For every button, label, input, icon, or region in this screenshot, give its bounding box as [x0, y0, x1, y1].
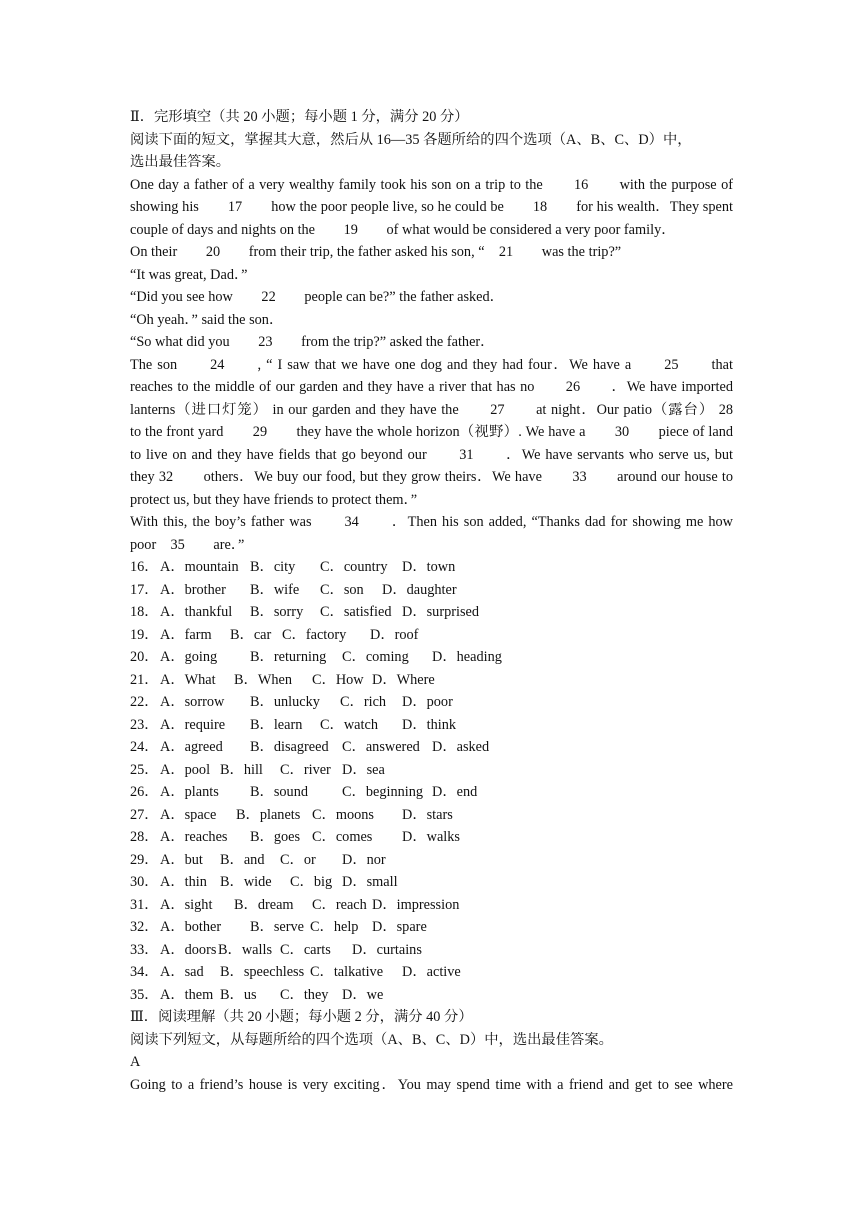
option-c: C．they: [280, 987, 329, 1003]
option-c: C．talkative: [310, 964, 384, 980]
section-2-heading: Ⅱ．完形填空（共 20 小题；每小题 1 分，满分 20 分）: [130, 109, 469, 125]
passage-label: A: [130, 1054, 141, 1070]
section-2-instruction: 阅读下面的短文，掌握其大意，然后从 16—35 各题所给的四个选项（A、B、C、D）中，: [130, 132, 692, 148]
option-c: C．rich: [340, 694, 387, 710]
question-row: [130, 601, 733, 624]
option-d: D．heading: [432, 649, 502, 665]
question-number: 32．: [130, 919, 159, 935]
option-d: D．active: [402, 964, 461, 980]
passage-line: The son 24 , “ I saw that we have one dog and they had four．We have a 25 that: [130, 357, 733, 373]
passage-line: One day a father of a very wealthy family took his son on a trip to the 16 with the purpose of: [130, 177, 733, 193]
passage-line: lanterns（进口灯笼） in our garden and they have the 27 at night．Our patio（露台） 28: [130, 402, 733, 418]
question-row: [130, 939, 733, 962]
question-row: [130, 916, 733, 939]
option-b: B．us: [220, 987, 257, 1003]
option-b: B．car: [230, 627, 272, 643]
option-c: C．satisfied: [320, 604, 392, 620]
option-c: C．carts: [280, 942, 331, 958]
question-row: [130, 871, 733, 894]
option-d: D．nor: [342, 852, 386, 868]
option-a: A．farm: [160, 627, 212, 643]
option-c: C．help: [310, 919, 359, 935]
option-d: D．think: [402, 717, 457, 733]
option-d: D．end: [432, 784, 478, 800]
option-c: C．river: [280, 762, 331, 778]
option-b: B．city: [250, 559, 296, 575]
question-number: 21．: [130, 672, 159, 688]
option-a: A．agreed: [160, 739, 223, 755]
passage-line: poor 35 are．”: [130, 537, 245, 553]
option-a: A．space: [160, 807, 217, 823]
question-row: [130, 579, 733, 602]
question-row: [130, 691, 733, 714]
option-d: D．sea: [342, 762, 385, 778]
question-number: 25．: [130, 762, 159, 778]
section-3-heading: Ⅲ．阅读理解（共 20 小题；每小题 2 分，满分 40 分）: [130, 1009, 473, 1025]
option-a: A．reaches: [160, 829, 228, 845]
option-b: B．wife: [250, 582, 300, 598]
option-d: D．surprised: [402, 604, 480, 620]
question-number: 28．: [130, 829, 159, 845]
passage-line: protect us, but they have friends to protect them．”: [130, 492, 418, 508]
option-d: D．town: [402, 559, 456, 575]
option-a: A．thin: [160, 874, 207, 890]
question-row: [130, 961, 733, 984]
option-a: A．require: [160, 717, 226, 733]
question-row: [130, 646, 733, 669]
option-d: D．impression: [372, 897, 460, 913]
option-c: C．coming: [342, 649, 409, 665]
option-c: C．comes: [312, 829, 373, 845]
passage-line: With this, the boy’s father was 34 ．Then his son added, “Thanks dad for showing me how: [130, 514, 733, 530]
option-c: C．moons: [312, 807, 374, 823]
option-a: A．thankful: [160, 604, 233, 620]
question-number: 24．: [130, 739, 159, 755]
question-number: 23．: [130, 717, 159, 733]
passage-line: “Oh yeah．” said the son．: [130, 312, 284, 328]
option-c: C．answered: [342, 739, 420, 755]
question-row: [130, 736, 733, 759]
passage-line: to the front yard 29 they have the whole horizon（视野）. We have a 30 piece of land: [130, 424, 733, 440]
option-a: A．them: [160, 987, 214, 1003]
question-number: 29．: [130, 852, 159, 868]
option-b: B．learn: [250, 717, 303, 733]
option-d: D．spare: [372, 919, 427, 935]
option-c: C．big: [290, 874, 333, 890]
section-2-instruction: 选出最佳答案。: [130, 154, 231, 170]
passage-line: On their 20 from their trip, the father asked his son, “ 21 was the trip?”: [130, 244, 622, 260]
option-b: B．walls: [218, 942, 273, 958]
option-b: B．goes: [250, 829, 301, 845]
option-c: C．factory: [282, 627, 347, 643]
question-row: [130, 556, 733, 579]
section-3-instruction: 阅读下列短文，从每题所给的四个选项（A、B、C、D）中，选出最佳答案。: [130, 1032, 613, 1048]
passage-line: “Did you see how 22 people can be?” the father asked．: [130, 289, 504, 305]
option-d: D．stars: [402, 807, 453, 823]
option-d: D．walks: [402, 829, 460, 845]
option-a: A．doors: [160, 942, 217, 958]
question-number: 35．: [130, 987, 159, 1003]
passage-line: “So what did you 23 from the trip?” asked the father．: [130, 334, 495, 350]
option-b: B．and: [220, 852, 265, 868]
option-a: A．sight: [160, 897, 213, 913]
option-c: C．son: [320, 582, 364, 598]
option-c: C．watch: [320, 717, 378, 733]
question-number: 18．: [130, 604, 159, 620]
option-a: A．bother: [160, 919, 222, 935]
question-row: [130, 826, 733, 849]
option-c: C．or: [280, 852, 316, 868]
passage-line: reaches to the middle of our garden and they have a river that has no 26 ．We have imported: [130, 379, 733, 395]
option-d: D．poor: [402, 694, 453, 710]
option-b: B．returning: [250, 649, 327, 665]
option-b: B．unlucky: [250, 694, 320, 710]
question-number: 19．: [130, 627, 159, 643]
question-row: [130, 984, 733, 1007]
option-d: D．we: [342, 987, 384, 1003]
option-d: D．small: [342, 874, 398, 890]
option-d: D．daughter: [382, 582, 457, 598]
option-b: B．dream: [234, 897, 294, 913]
option-b: B．When: [234, 672, 292, 688]
passage-line: they 32 others．We buy our food, but they grow theirs．We have 33 around our house to: [130, 469, 733, 485]
option-d: D．curtains: [352, 942, 422, 958]
option-c: C．beginning: [342, 784, 424, 800]
question-number: 26．: [130, 784, 159, 800]
option-b: B．serve: [250, 919, 304, 935]
option-d: D．roof: [370, 627, 419, 643]
passage-line: “It was great, Dad．”: [130, 267, 248, 283]
option-d: D．asked: [432, 739, 490, 755]
question-row: [130, 624, 733, 647]
option-a: A．but: [160, 852, 203, 868]
option-a: A．going: [160, 649, 218, 665]
option-b: B．speechless: [220, 964, 305, 980]
option-a: A．mountain: [160, 559, 239, 575]
option-b: B．planets: [236, 807, 301, 823]
question-row: [130, 849, 733, 872]
question-number: 17．: [130, 582, 159, 598]
option-a: A．What: [160, 672, 216, 688]
option-b: B．disagreed: [250, 739, 329, 755]
question-row: [130, 894, 733, 917]
passage-line: showing his 17 how the poor people live, so he could be 18 for his wealth．They spent: [130, 199, 733, 215]
passage-line: couple of days and nights on the 19 of what would be considered a very poor family．: [130, 222, 676, 238]
option-a: A．sorrow: [160, 694, 225, 710]
option-a: A．brother: [160, 582, 226, 598]
question-number: 30．: [130, 874, 159, 890]
option-c: C．country: [320, 559, 388, 575]
question-row: [130, 669, 733, 692]
option-a: A．pool: [160, 762, 211, 778]
option-b: B．sound: [250, 784, 308, 800]
question-number: 20．: [130, 649, 159, 665]
question-row: [130, 714, 733, 737]
question-number: 22．: [130, 694, 159, 710]
option-d: D．Where: [372, 672, 435, 688]
question-number: 34．: [130, 964, 159, 980]
option-a: A．plants: [160, 784, 219, 800]
passage-line: to live on and they have fields that go beyond our 31 ．We have servants who serve us, but: [130, 447, 733, 463]
question-number: 16．: [130, 559, 159, 575]
option-b: B．wide: [220, 874, 272, 890]
question-number: 27．: [130, 807, 159, 823]
question-number: 31．: [130, 897, 159, 913]
option-a: A．sad: [160, 964, 204, 980]
question-row: [130, 804, 733, 827]
reading-passage-line: Going to a friend’s house is very exciting．You may spend time with a friend and get to see where: [130, 1077, 733, 1093]
option-b: B．sorry: [250, 604, 304, 620]
option-c: C．reach: [312, 897, 367, 913]
question-row: [130, 759, 733, 782]
question-number: 33．: [130, 942, 159, 958]
option-c: C．How: [312, 672, 364, 688]
option-b: B．hill: [220, 762, 263, 778]
question-row: [130, 781, 733, 804]
